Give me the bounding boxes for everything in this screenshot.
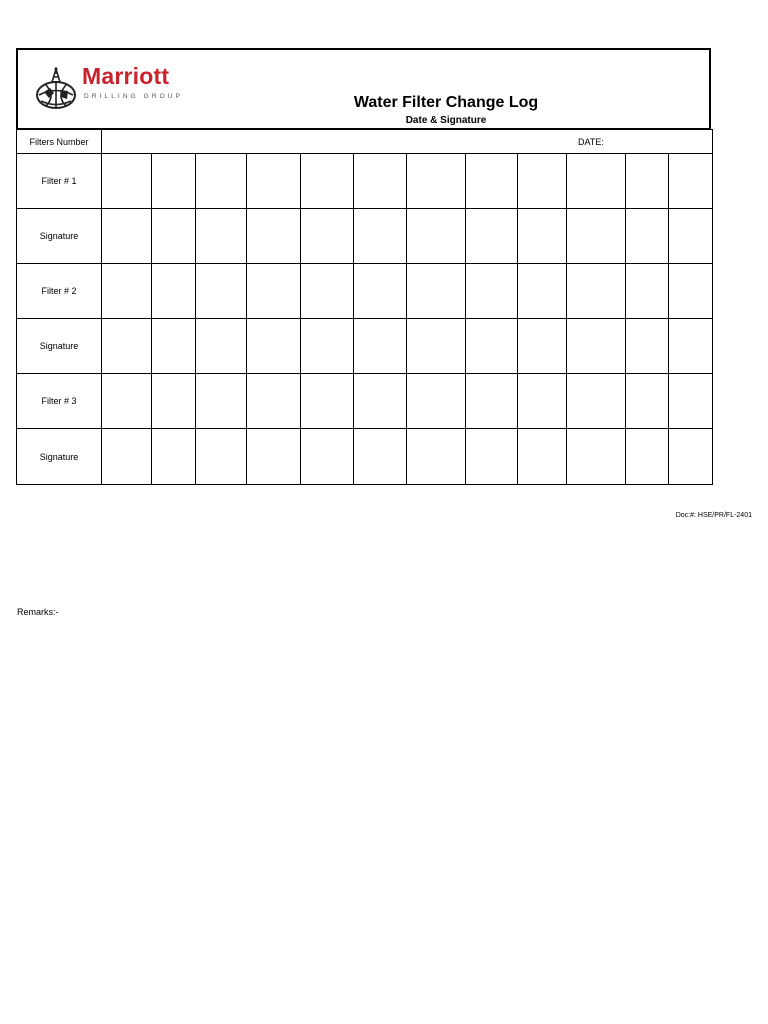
entry-cell[interactable]: [196, 209, 247, 264]
entry-cell[interactable]: [466, 429, 518, 485]
entry-cell[interactable]: [301, 154, 354, 209]
table-row: [17, 319, 713, 374]
entry-cell[interactable]: [152, 319, 196, 374]
row-label: Signature: [17, 429, 102, 485]
row-label: Signature: [17, 209, 102, 264]
entry-cell[interactable]: [196, 264, 247, 319]
entry-cell[interactable]: [466, 319, 518, 374]
page-subtitle: Date & Signature: [405, 115, 487, 126]
entry-cell[interactable]: [407, 154, 466, 209]
entry-cell[interactable]: [518, 154, 567, 209]
entry-cell[interactable]: [247, 374, 301, 429]
entry-cell[interactable]: [669, 154, 713, 209]
entry-cell[interactable]: [626, 374, 669, 429]
entry-cell[interactable]: [626, 209, 669, 264]
entry-cell[interactable]: [152, 429, 196, 485]
table-row: [17, 429, 713, 485]
entry-cell[interactable]: [626, 264, 669, 319]
entry-cell[interactable]: [152, 209, 196, 264]
entry-cell[interactable]: [102, 154, 152, 209]
entry-cell[interactable]: [567, 154, 626, 209]
entry-cell[interactable]: [247, 154, 301, 209]
entry-cell[interactable]: [247, 319, 301, 374]
entry-cell[interactable]: [626, 319, 669, 374]
entry-cell[interactable]: [247, 429, 301, 485]
entry-cell[interactable]: [301, 209, 354, 264]
filter-log-table: [16, 129, 713, 485]
entry-cell[interactable]: [354, 429, 407, 485]
entry-cell[interactable]: [567, 319, 626, 374]
table-row: [17, 264, 713, 319]
row-label: Signature: [17, 319, 102, 374]
entry-cell[interactable]: [518, 429, 567, 485]
entry-cell[interactable]: [102, 264, 152, 319]
entry-cell[interactable]: [301, 264, 354, 319]
entry-cell[interactable]: [102, 429, 152, 485]
entry-cell[interactable]: [301, 374, 354, 429]
date-header: DATE:: [102, 130, 713, 154]
page-title: Water Filter Change Log: [353, 94, 539, 111]
entry-cell[interactable]: [407, 319, 466, 374]
entry-cell[interactable]: [466, 264, 518, 319]
entry-cell[interactable]: [102, 319, 152, 374]
entry-cell[interactable]: [407, 264, 466, 319]
entry-cell[interactable]: [102, 209, 152, 264]
entry-cell[interactable]: [196, 319, 247, 374]
entry-cell[interactable]: [301, 429, 354, 485]
document-number: Doc:#: HSE/PR/FL-2401: [675, 512, 752, 519]
entry-cell[interactable]: [669, 264, 713, 319]
entry-cell[interactable]: [247, 264, 301, 319]
entry-cell[interactable]: [518, 209, 567, 264]
entry-cell[interactable]: [669, 374, 713, 429]
entry-cell[interactable]: [567, 374, 626, 429]
form-header: [16, 48, 711, 130]
table-row: [17, 374, 713, 429]
entry-cell[interactable]: [152, 264, 196, 319]
entry-cell[interactable]: [407, 429, 466, 485]
entry-cell[interactable]: [407, 374, 466, 429]
entry-cell[interactable]: [301, 319, 354, 374]
entry-cell[interactable]: [354, 154, 407, 209]
entry-cell[interactable]: [518, 264, 567, 319]
table-header-row: [17, 130, 713, 154]
remarks-label: Remarks:-: [17, 607, 59, 617]
entry-cell[interactable]: [567, 264, 626, 319]
row-label: Filter # 1: [17, 154, 102, 209]
entry-cell[interactable]: [196, 154, 247, 209]
entry-cell[interactable]: [354, 209, 407, 264]
entry-cell[interactable]: [407, 209, 466, 264]
entry-cell[interactable]: [196, 429, 247, 485]
entry-cell[interactable]: [518, 374, 567, 429]
row-label: Filter # 2: [17, 264, 102, 319]
entry-cell[interactable]: [152, 154, 196, 209]
row-label: Filter # 3: [17, 374, 102, 429]
company-subtext: DRILLING GROUP: [84, 93, 184, 100]
entry-cell[interactable]: [354, 374, 407, 429]
company-name: Marriott: [82, 63, 170, 89]
entry-cell[interactable]: [567, 209, 626, 264]
entry-cell[interactable]: [152, 374, 196, 429]
table-row: [17, 154, 713, 209]
entry-cell[interactable]: [354, 264, 407, 319]
entry-cell[interactable]: [669, 429, 713, 485]
entry-cell[interactable]: [567, 429, 626, 485]
filters-number-header: Filters Number: [17, 130, 102, 154]
entry-cell[interactable]: [466, 374, 518, 429]
entry-cell[interactable]: [669, 319, 713, 374]
entry-cell[interactable]: [354, 319, 407, 374]
table-row: [17, 209, 713, 264]
entry-cell[interactable]: [518, 319, 567, 374]
entry-cell[interactable]: [466, 209, 518, 264]
entry-cell[interactable]: [626, 154, 669, 209]
entry-cell[interactable]: [196, 374, 247, 429]
entry-cell[interactable]: [669, 209, 713, 264]
entry-cell[interactable]: [102, 374, 152, 429]
entry-cell[interactable]: [247, 209, 301, 264]
entry-cell[interactable]: [466, 154, 518, 209]
entry-cell[interactable]: [626, 429, 669, 485]
